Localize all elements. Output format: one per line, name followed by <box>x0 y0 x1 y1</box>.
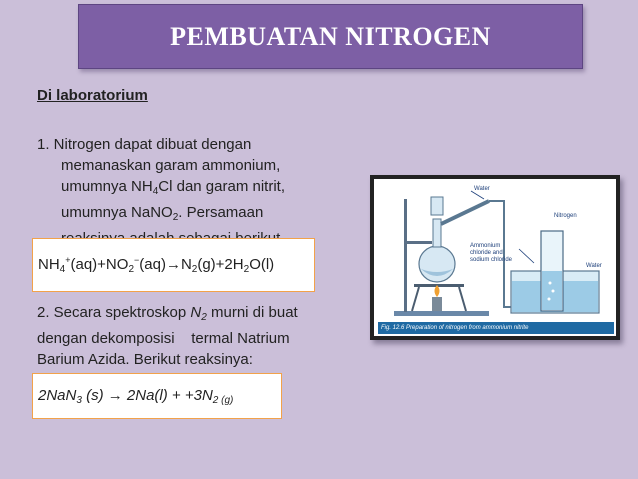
para1-line4-b: . Persamaan <box>178 204 264 221</box>
bubble <box>548 298 551 301</box>
paragraph-2 <box>37 302 337 370</box>
eq1-e: O(l) <box>249 256 275 273</box>
label-chloride: chloride and <box>470 250 503 256</box>
title-banner <box>78 4 583 69</box>
label-nitrogen: Nitrogen <box>554 213 577 219</box>
stand-base <box>394 311 489 316</box>
para2-line1 <box>37 302 337 328</box>
para2-line1-n: N <box>190 304 202 321</box>
stand-rod <box>404 199 407 312</box>
eq1-sub1: 4 <box>59 264 66 275</box>
equation-2-box <box>32 373 282 419</box>
equation-1-box <box>32 238 315 292</box>
tripod-top <box>414 284 464 287</box>
eq1-d: (g)+2H <box>197 256 244 273</box>
para2-line3: Barium Azida. Berikut reaksinya: <box>37 351 253 368</box>
page-title: PEMBUATAN NITROGEN <box>170 21 491 51</box>
para1-line4 <box>37 202 337 228</box>
burner <box>432 297 442 311</box>
bubble <box>552 290 555 293</box>
paragraph-1 <box>37 134 337 249</box>
para1-line1: 1. Nitrogen dapat dibuat dengan <box>37 136 252 153</box>
tripod-leg-left <box>412 287 419 311</box>
eq2-a: 2NaN <box>38 386 77 404</box>
eq1-sub4: 2 <box>243 264 250 275</box>
figure-caption: Fig. 12.6 Preparation of nitrogen from ammonium nitrite <box>378 322 614 334</box>
eq1-a: NH <box>38 256 60 273</box>
dropping-funnel <box>431 197 443 215</box>
para1-line2: memanaskan garam ammonium, <box>61 157 281 174</box>
eq1-b: (aq)+NO <box>70 256 129 273</box>
para1-line3-sub: 4 <box>152 186 159 197</box>
water-arrow-2 <box>519 249 534 263</box>
equation-1 <box>38 255 274 275</box>
stand-clamp <box>404 241 432 244</box>
para2-line1-a: 2. Secara spektroskop <box>37 304 191 321</box>
label-water-right: Water <box>586 263 602 269</box>
label-nitrite: sodium chloride <box>470 257 513 263</box>
water-arrow <box>471 191 484 199</box>
para1-line3-a: umumnya NH <box>61 178 153 195</box>
para2-line1-b: murni di buat <box>206 304 298 321</box>
eq1-sup2: − <box>134 255 140 265</box>
eq2-sub2: 2 (g) <box>212 394 234 406</box>
para1-line3 <box>37 176 337 202</box>
bubble <box>549 282 552 285</box>
apparatus-illustration <box>374 179 616 336</box>
apparatus-figure <box>370 175 620 340</box>
para1-line3-b: Cl dan garam nitrit, <box>158 178 285 195</box>
para2-line2: dengan dekomposisi termal Natrium <box>37 330 290 347</box>
tripod-leg-right <box>459 287 466 311</box>
eq2-b: (s) → 2Na(l) + +3N <box>81 386 213 404</box>
equation-2 <box>38 387 233 406</box>
eq2-sub1: 3 <box>76 394 82 406</box>
label-water-top: Water <box>474 186 490 192</box>
para1-line4-a: umumnya NaNO <box>61 204 173 221</box>
eq1-sub2: 2 <box>128 264 134 275</box>
eq1-sub3: 2 <box>191 264 198 275</box>
eq1-c: (aq)→N <box>139 256 192 273</box>
flask-neck <box>433 219 441 247</box>
para1-line4-sub: 2 <box>172 212 179 223</box>
label-ammonium: Ammonium <box>470 243 501 249</box>
round-flask <box>419 246 455 282</box>
condenser-tube <box>441 201 489 224</box>
para2-line1-sub: 2 <box>201 312 207 323</box>
eq1-sup1: + <box>65 255 71 265</box>
section-heading: Di laboratorium <box>37 87 148 104</box>
